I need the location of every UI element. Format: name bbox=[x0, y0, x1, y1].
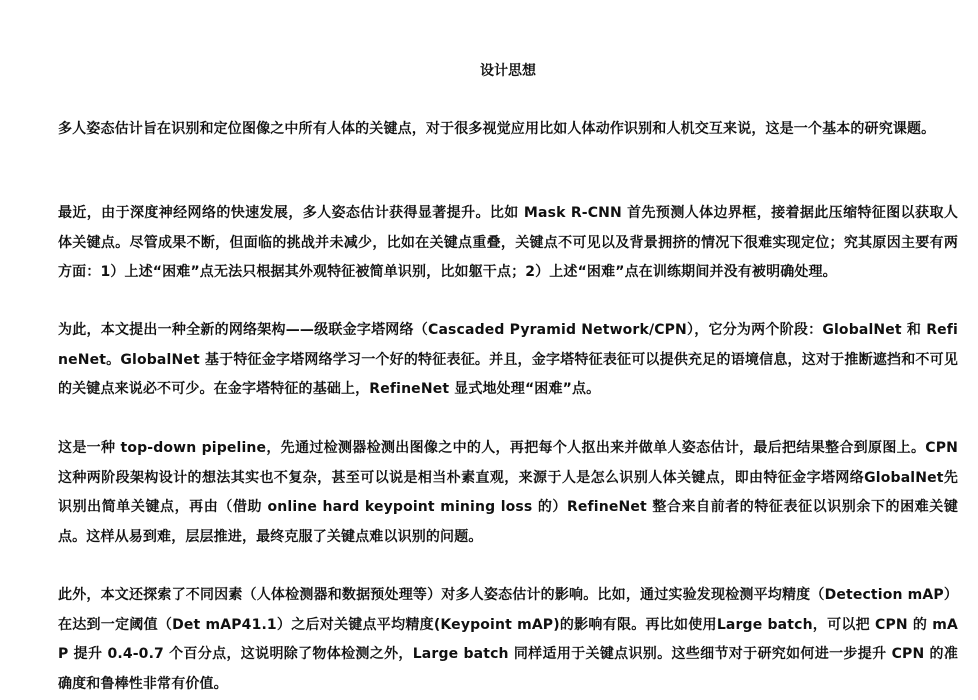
paragraph-cpn-architecture: 为此，本文提出一种全新的网络架构——级联金字塔网络（Cascaded Pyramid Network/CPN），它分为两个阶段：GlobalNet 和 RefineNet。GlobalNet 基于特征金字塔网络学习一个好的特征表征。并且，金字塔特征表征可以提供充足的语境信息，这对于推断遮挡和不可见的关键点来说必不可少。在金字塔特征的基础上，RefineNet 显式地处理“困难”点。 bbox=[58, 322, 958, 397]
document-title: 设计思想 bbox=[480, 63, 536, 79]
paragraph-challenges: 最近，由于深度神经网络的快速发展，多人姿态估计获得显著提升。比如 Mask R-CNN 首先预测人体边界框，接着据此压缩特征图以获取人体关键点。尽管成果不断，但面临的挑战并未减少，比如在关键点重叠，关键点不可见以及背景拥挤的情况下很难实现定位；究其原因主要有两方面：1）上述“困难”点无法只根据其外观特征被简单识别，比如躯干点；2）上述“困难”点在训练期间并没有被明确处理。 bbox=[58, 205, 958, 280]
paragraph-factors: 此外，本文还探索了不同因素（人体检测器和数据预处理等）对多人姿态估计的影响。比如，通过实验发现检测平均精度（Detection mAP）在达到一定阈值（Det mAP41.1）之后对关键点平均精度(Keypoint mAP)的影响有限。再比如使用Large batch，可以把 CPN 的 mAP 提升 0.4-0.7 个百分点，这说明除了物体检测之外，Large batch 同样适用于关键点识别。这些细节对于研究如何进一步提升 CPN 的准确度和鲁棒性非常有价值。 bbox=[58, 587, 958, 692]
paragraph-intro: 多人姿态估计旨在识别和定位图像之中所有人体的关键点，对于很多视觉应用比如人体动作识别和人机交互来说，这是一个基本的研究课题。 bbox=[58, 121, 936, 137]
paragraph-pipeline: 这是一种 top-down pipeline，先通过检测器检测出图像之中的人，再把每个人抠出来并做单人姿态估计，最后把结果整合到原图上。CPN 这种两阶段架构设计的想法其实也不复杂，甚至可以说是相当朴素直观，来源于人是怎么识别人体关键点，即由特征金字塔网络GlobalNet先识别出简单关键点，再由（借助 online hard keypoint mining loss 的）RefineNet 整合来自前者的特征表征以识别余下的困难关键点。这样从易到难，层层推进，最终克服了关键点难以识别的问题。 bbox=[58, 440, 958, 545]
